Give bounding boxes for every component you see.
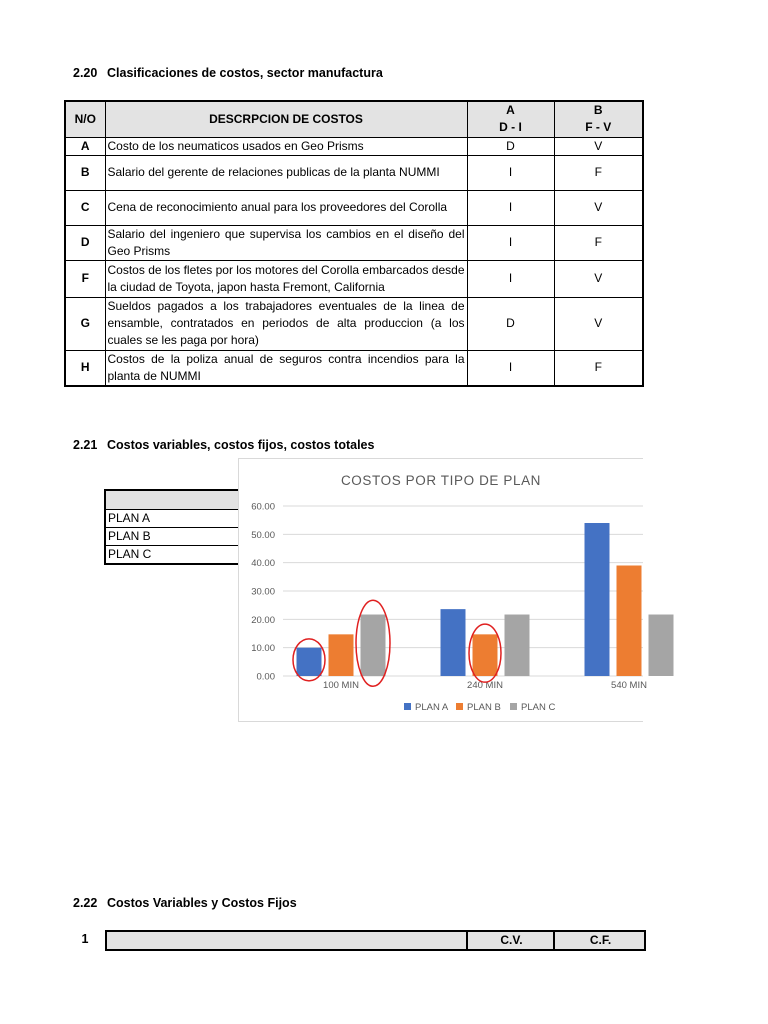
- table-row: [65, 350, 643, 386]
- section-number: 2.21: [73, 438, 98, 452]
- x-tick-label: 100 MIN: [323, 680, 359, 691]
- bar-plan-a: [441, 609, 466, 676]
- bar-plan-b: [617, 566, 642, 677]
- row-a-value: D: [467, 297, 554, 350]
- plan-row: PLAN C: [108, 547, 152, 561]
- row-description: Salario del gerente de relaciones publicas de la planta NUMMI: [105, 155, 467, 190]
- plan-row: PLAN A: [106, 510, 242, 528]
- row-b-value: F: [554, 350, 643, 386]
- row-id: C: [65, 190, 105, 225]
- y-tick-label: 0.00: [256, 671, 275, 683]
- bar-plan-c: [649, 615, 674, 676]
- row-description: Costo de los neumaticos usados en Geo Prisms: [105, 137, 467, 155]
- bar-plan-b: [329, 634, 354, 676]
- header-description: DESCRPCION DE COSTOS: [105, 101, 467, 137]
- row-b-value: V: [554, 260, 643, 297]
- row-a-value: I: [467, 260, 554, 297]
- row-description: Costos de la poliza anual de seguros contra incendios para la planta de NUMMI: [105, 350, 467, 386]
- row-id: B: [65, 155, 105, 190]
- header-a: A D - I: [467, 101, 554, 137]
- cost-classification-table: [64, 100, 644, 387]
- plan-table-header: [106, 491, 242, 510]
- table-row: [105, 930, 646, 951]
- row-id: A: [65, 137, 105, 155]
- row-a-value: I: [467, 155, 554, 190]
- y-tick-label: 50.00: [251, 529, 275, 541]
- cost-chart: [238, 458, 647, 722]
- chart-svg: [239, 459, 647, 721]
- table-row: [65, 137, 643, 155]
- section-title: Costos Variables y Costos Fijos: [107, 896, 297, 910]
- section-heading-2-20: [73, 66, 383, 80]
- y-tick-label: 20.00: [251, 614, 275, 626]
- bar-plan-c: [361, 615, 386, 676]
- variable-fixed-table: [64, 930, 642, 947]
- section-number: 2.22: [73, 896, 98, 910]
- row-a-value: I: [467, 350, 554, 386]
- cv-header: C.V.: [466, 932, 555, 949]
- plan-row: PLAN B: [106, 528, 242, 546]
- cf-header: C.F.: [553, 932, 646, 949]
- table-row: [65, 225, 643, 260]
- table-row: [65, 190, 643, 225]
- y-tick-label: 40.00: [251, 558, 275, 570]
- table-row: [65, 155, 643, 190]
- section-title: Clasificaciones de costos, sector manufactura: [107, 66, 383, 80]
- legend-label: PLAN C: [521, 702, 556, 713]
- bar-plan-a: [585, 523, 610, 676]
- row-b-value: V: [554, 137, 643, 155]
- plan-table: [104, 489, 242, 565]
- chart-title: COSTOS POR TIPO DE PLAN: [340, 473, 542, 488]
- row-number: 1: [81, 932, 89, 946]
- row-a-value: D: [467, 137, 554, 155]
- row-description: Cena de reconocimiento anual para los proveedores del Corolla: [105, 190, 467, 225]
- row-b-value: V: [554, 190, 643, 225]
- x-tick-label: 540 MIN: [611, 680, 647, 691]
- legend-swatch: [510, 703, 517, 710]
- header-b: B F - V: [554, 101, 643, 137]
- section-number: 2.20: [73, 66, 98, 80]
- legend-swatch: [456, 703, 463, 710]
- header-no: N/O: [65, 101, 105, 137]
- row-id: F: [65, 260, 105, 297]
- section-heading-2-22: [73, 896, 297, 910]
- legend-swatch: [404, 703, 411, 710]
- row-id: D: [65, 225, 105, 260]
- y-tick-label: 30.00: [251, 586, 275, 598]
- x-tick-label: 240 MIN: [467, 680, 503, 691]
- row-id: G: [65, 297, 105, 350]
- table-row: [65, 297, 643, 350]
- y-tick-label: 10.00: [251, 643, 275, 655]
- y-tick-label: 60.00: [251, 501, 275, 513]
- row-description: Salario del ingeniero que supervisa los cambios en el diseño del Geo Prisms: [105, 225, 467, 260]
- row-b-value: V: [554, 297, 643, 350]
- section-title: Costos variables, costos fijos, costos totales: [107, 438, 375, 452]
- row-id: H: [65, 350, 105, 386]
- row-a-value: I: [467, 225, 554, 260]
- row-description: Sueldos pagados a los trabajadores eventuales de la linea de ensamble, contratados en periodos de alta produccion (a los cuales se les paga por hora): [105, 297, 467, 350]
- bar-plan-b: [473, 634, 498, 676]
- table-row: [65, 260, 643, 297]
- legend-label: PLAN A: [415, 702, 449, 713]
- row-b-value: F: [554, 225, 643, 260]
- section-heading-2-21: [73, 438, 374, 452]
- bar-plan-a: [297, 648, 322, 676]
- legend-label: PLAN B: [467, 702, 501, 713]
- bar-plan-c: [505, 615, 530, 676]
- row-a-value: I: [467, 190, 554, 225]
- row-description: Costos de los fletes por los motores del Corolla embarcados desde la ciudad de Toyota, japon hasta Fremont, California: [105, 260, 467, 297]
- row-b-value: F: [554, 155, 643, 190]
